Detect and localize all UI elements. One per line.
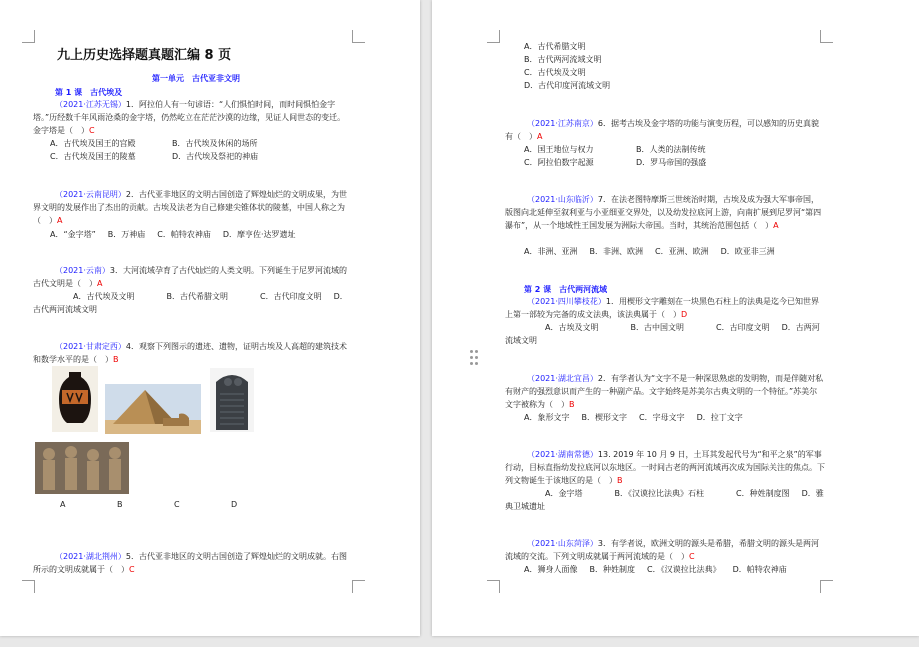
option: D．欧亚非三洲 bbox=[720, 247, 775, 256]
question-text: 13. 2019 年 10 月 9 日，土耳其发起代号为“和平之泉”的军事行动，目标直指幼发拉底河以东地区。一时间古老的两河流域再次成为国际关注的焦点。下列文物诞生于该地区的是（ ） bbox=[505, 450, 825, 485]
crop-mark bbox=[487, 30, 500, 43]
question-options bbox=[50, 228, 370, 241]
greek-vase-image bbox=[52, 366, 98, 432]
question-text: 7．在法老图特摩斯三世统治时期，古埃及成为强大军事帝国，版图向北延伸至叙利亚与小亚细亚交界处，以及幼发拉底河上游，向南扩展到尼罗河“第四瀑布”，从一个地域性王国发展为洲际大帝国。当时，其统治范围包括（ ） bbox=[505, 195, 822, 230]
option: B．古代两河流域文明 bbox=[524, 55, 602, 64]
image-label: B bbox=[117, 500, 123, 509]
option: C．古代埃及国王的陵墓 bbox=[50, 152, 136, 161]
question-source: （2021·湖北宜昌） bbox=[527, 374, 598, 383]
question-source: （2021·四川攀枝花） bbox=[527, 297, 606, 306]
option: A．“金字塔” bbox=[50, 230, 96, 239]
question-10 bbox=[505, 448, 825, 487]
option: C．阿拉伯数字起源 bbox=[524, 158, 594, 167]
answer-mark: A bbox=[97, 279, 103, 288]
option: A．金字塔 bbox=[545, 489, 583, 498]
option: A．古代希腊文明 bbox=[524, 42, 586, 51]
option: C．亚洲、欧洲 bbox=[654, 247, 709, 256]
question-source: （2021·山东菏泽） bbox=[527, 539, 598, 548]
crop-mark bbox=[352, 30, 365, 43]
answer-mark: C bbox=[129, 565, 135, 574]
document-page-2 bbox=[432, 0, 919, 636]
answer-mark: A bbox=[537, 132, 543, 141]
answer-mark: A bbox=[773, 221, 779, 230]
crop-mark bbox=[352, 580, 365, 593]
option: D．古代印度河流域文明 bbox=[524, 81, 611, 90]
option: C．帕特农神庙 bbox=[157, 230, 211, 239]
question-7 bbox=[505, 193, 825, 232]
option: B．古代希腊文明 bbox=[166, 292, 228, 301]
question-options bbox=[524, 411, 834, 424]
question-text: 4．观察下列图示的遗迹、遗物，证明古埃及人高超的建筑技术和数学水平的是（ ） bbox=[33, 342, 347, 364]
answer-mark: B bbox=[569, 400, 575, 409]
option: B．楔形文字 bbox=[581, 413, 627, 422]
lesson-heading: 第 2 课 古代两河流域 bbox=[524, 285, 608, 294]
question-5 bbox=[33, 550, 353, 576]
option: A．象形文字 bbox=[524, 413, 570, 422]
crop-mark bbox=[820, 580, 833, 593]
question-text: 5．古代亚非地区的文明古国创造了辉煌灿烂的文明成就。右图所示的文明成就属于（ ） bbox=[33, 552, 347, 574]
option: A．古埃及文明 bbox=[545, 323, 599, 332]
answer-mark: C bbox=[89, 126, 95, 135]
answer-mark: A bbox=[57, 216, 63, 225]
crop-mark bbox=[22, 30, 35, 43]
question-text: 2．古代亚非地区的文明古国创造了辉煌灿烂的文明成果，为世界文明的发展作出了杰出的贡献。古埃及法老为自己修建尖锥体状的陵墓，中国人称之为（ ） bbox=[33, 190, 347, 225]
question-11 bbox=[505, 537, 825, 563]
pyramid-sphinx-image bbox=[105, 384, 201, 434]
option: C．古代埃及文明 bbox=[524, 68, 586, 77]
question-text: 6．据考古埃及金字塔的功能与演变历程，可以感知的历史真貌有（ ） bbox=[505, 119, 819, 141]
option: B．古中国文明 bbox=[630, 323, 684, 332]
question-options bbox=[505, 321, 825, 347]
option: C．种姓制度图 bbox=[735, 489, 790, 498]
answer-mark: B bbox=[617, 476, 623, 485]
option: A．古代埃及国王的宫殿 bbox=[50, 139, 136, 148]
image-label: A bbox=[60, 500, 66, 509]
option: C．古印度文明 bbox=[715, 323, 770, 332]
image-option-labels bbox=[60, 500, 288, 509]
option: C．《汉谟拉比法典》 bbox=[646, 565, 721, 574]
question-8 bbox=[505, 295, 825, 321]
terracotta-warriors-image bbox=[35, 442, 129, 494]
document-title: 九上历史选择题真题汇编 8 页 bbox=[57, 48, 232, 63]
option: B．古代埃及休闲的场所 bbox=[172, 139, 258, 148]
question-9 bbox=[505, 372, 825, 411]
option: D．古代两河流域文明 bbox=[33, 292, 348, 314]
option: A．国王地位与权力 bbox=[524, 145, 594, 154]
option: B．非洲、欧洲 bbox=[589, 247, 643, 256]
question-text: 3．有学者说，欧洲文明的源头是希腊，希腊文明的源头是两河流域的交流。下列文明成就属于两河流域的是（ ） bbox=[505, 539, 819, 561]
question-6 bbox=[505, 117, 825, 143]
question-text: 2．有学者认为“文字不是一种深思熟虑的发明物，而是伴随对私有财产的强烈意识而产生的一种副产品。文字始终是苏美尔古典文明的一个特征。”苏美尔文字被称为（ ） bbox=[505, 374, 824, 409]
option: D．雅典卫城遗址 bbox=[505, 489, 824, 511]
question-options bbox=[33, 290, 353, 316]
option: C．字母文字 bbox=[638, 413, 685, 422]
question-source: （2021·甘肃定西） bbox=[55, 342, 126, 351]
unit-heading: 第一单元 古代亚非文明 bbox=[152, 74, 240, 83]
document-page-1 bbox=[0, 0, 420, 636]
question-source: （2021·湖南常德） bbox=[527, 450, 598, 459]
answer-mark: B bbox=[113, 355, 119, 364]
question-4 bbox=[33, 340, 353, 366]
question-options bbox=[524, 40, 824, 92]
option: A．古代埃及文明 bbox=[73, 292, 135, 301]
question-options bbox=[524, 563, 834, 576]
answer-mark: C bbox=[689, 552, 695, 561]
question-source: （2021·江苏南京） bbox=[527, 119, 598, 128]
question-source: （2021·湖北荆州） bbox=[55, 552, 126, 561]
question-options bbox=[524, 143, 824, 169]
option: B．万神庙 bbox=[107, 230, 146, 239]
question-3 bbox=[33, 264, 353, 290]
option: D．摩亨佐·达罗遗址 bbox=[222, 230, 296, 239]
question-options bbox=[524, 245, 834, 258]
hammurabi-stele-image bbox=[210, 368, 254, 432]
option: D．古代埃及祭祀的神庙 bbox=[172, 152, 259, 161]
option: C．古代印度文明 bbox=[259, 292, 322, 301]
question-source: （2021·云南昆明） bbox=[55, 190, 126, 199]
crop-mark bbox=[22, 580, 35, 593]
option: D．帕特农神庙 bbox=[732, 565, 787, 574]
question-options bbox=[50, 137, 350, 163]
option: B．人类的法制传统 bbox=[636, 145, 706, 154]
image-label: C bbox=[174, 500, 180, 509]
option: B．《汉谟拉比法典》石柱 bbox=[614, 489, 704, 498]
image-label: D bbox=[231, 500, 238, 509]
drag-handle-icon[interactable] bbox=[470, 350, 478, 366]
question-text: 1．用楔形文字雕刻在一块黑色石柱上的法典是迄今已知世界上第一部较为完备的成文法典，该法典属于（ ） bbox=[505, 297, 819, 319]
option: D．罗马帝国的强盛 bbox=[636, 158, 707, 167]
option: D．古两河流域文明 bbox=[505, 323, 820, 345]
crop-mark bbox=[487, 580, 500, 593]
option: B．种姓制度 bbox=[589, 565, 635, 574]
option: A．非洲、亚洲 bbox=[524, 247, 578, 256]
question-source: （2021·江苏无锡） bbox=[55, 100, 126, 109]
question-options bbox=[505, 487, 825, 513]
lesson-heading: 第 1 课 古代埃及 bbox=[55, 88, 123, 97]
option: D．拉丁文字 bbox=[696, 413, 743, 422]
question-1 bbox=[33, 98, 353, 137]
question-text: 1．阿拉伯人有一句谚语：“人们惧怕时间，而时间惧怕金字塔。”历经数千年风雨沧桑的金字塔，仍然屹立在茫茫沙漠的边缘，见证人间世态的变迁。金字塔是（ ） bbox=[33, 100, 346, 135]
question-source: （2021·山东临沂） bbox=[527, 195, 598, 204]
question-2 bbox=[33, 188, 353, 227]
question-text: 3．大河流域孕育了古代灿烂的人类文明。下列诞生于尼罗河流域的古代文明是（ ） bbox=[33, 266, 347, 288]
answer-mark: D bbox=[681, 310, 688, 319]
question-source: （2021·云南） bbox=[55, 266, 110, 275]
option: A．狮身人面像 bbox=[524, 565, 578, 574]
